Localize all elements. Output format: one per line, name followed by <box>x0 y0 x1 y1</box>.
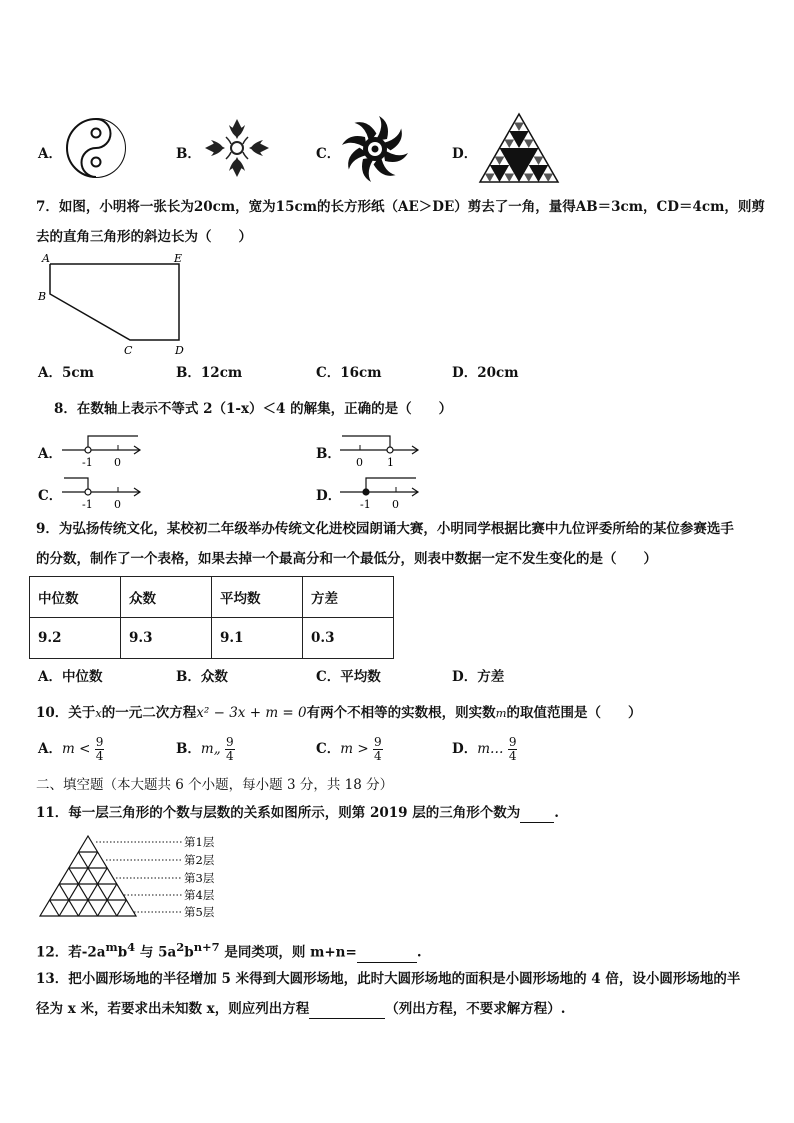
q12-text: b <box>184 944 194 961</box>
layer-label: 第2层 <box>184 853 215 867</box>
tick-label: -1 <box>360 498 371 511</box>
table-header-cell: 中位数 <box>30 577 121 618</box>
q7-stem-line2: 去的直角三角形的斜边长为（ ） <box>36 229 252 245</box>
layer-label: 第1层 <box>184 835 215 849</box>
q13-text: 径为 x 米，若要求出未知数 x，则应列出方程 <box>36 1001 310 1017</box>
sierpinski-triangle-icon <box>478 112 560 184</box>
tick-label: -1 <box>82 498 93 511</box>
q11-triangle-figure <box>36 832 236 924</box>
q11-stem-end: . <box>554 805 559 821</box>
q9-option-b[interactable]: B．众数 <box>176 669 228 685</box>
q10-option-d[interactable] <box>452 736 517 763</box>
q10-option-b[interactable] <box>176 736 235 763</box>
option-label: D． <box>452 741 478 757</box>
q7-label-a: A <box>42 252 50 265</box>
option-relation: m > <box>340 741 369 757</box>
q10-equation: x² − 3x + m = 0 <box>196 705 307 721</box>
q10-var-x: x <box>95 706 102 720</box>
q12-sup: m <box>105 940 118 954</box>
taiji-icon <box>64 116 128 180</box>
q6-option-b-label: B． <box>176 146 201 162</box>
q10-stem-mid: 的一元二次方程 <box>101 705 197 721</box>
q13-answer-blank[interactable] <box>309 1000 385 1019</box>
table-row <box>30 618 394 659</box>
number-line-a <box>58 430 144 470</box>
option-label: C． <box>316 741 341 757</box>
q9-stem-line2: 的分数，制作了一个表格，如果去掉一个最高分和一个最低分，则表中数据一定不发生变化的是（ ） <box>36 551 657 567</box>
q10-stem-end: 的取值范围是（ ） <box>506 705 642 721</box>
q6-option-d-label: D． <box>452 146 478 162</box>
q8-option-c-label: C． <box>38 488 63 504</box>
option-relation: m„ <box>200 741 221 757</box>
q12-text: 是同类项，则 m+n= <box>219 944 357 961</box>
fraction <box>508 736 518 763</box>
q12-text: b <box>117 944 128 961</box>
tick-label: 0 <box>392 498 399 511</box>
table-header-cell: 方差 <box>303 577 394 618</box>
q9-option-a[interactable]: A．中位数 <box>38 669 103 685</box>
numerator: 9 <box>373 735 382 749</box>
q8-option-b-label: B． <box>316 446 341 462</box>
q10-stem-post: 有两个不相等的实数根，则实数 <box>306 705 496 721</box>
q7-stem-line1: 7．如图，小明将一张长为20cm，宽为15cm的长方形纸（AE＞DE）剪去了一角，量得AB＝3cm，CD＝4cm，则剪 <box>36 199 765 215</box>
q8-stem: 8．在数轴上表示不等式 2（1-x）＜4 的解集，正确的是（ ） <box>54 401 453 417</box>
q10-var-m: m <box>495 706 507 720</box>
q10-stem-pre: 10．关于 <box>36 705 96 721</box>
q13-stem-line1: 13．把小圆形场地的半径增加 5 米得到大圆形场地，此时大圆形场地的面积是小圆形场地的 4 倍，设小圆形场地的半 <box>36 971 741 987</box>
table-header-cell: 众数 <box>121 577 212 618</box>
q12-sup: n+7 <box>193 940 220 954</box>
q6-option-c-label: C． <box>316 146 341 162</box>
q7-label-c: C <box>124 344 133 357</box>
q8-option-a-label: A． <box>38 446 62 462</box>
q7-label-d: D <box>175 344 184 357</box>
denominator: 4 <box>373 749 382 763</box>
q7-figure <box>34 250 194 360</box>
number-line-c <box>58 472 144 512</box>
pinwheel-flower-icon <box>340 114 410 184</box>
numerator: 9 <box>508 735 517 749</box>
denominator: 4 <box>95 749 104 763</box>
q12-stem <box>36 938 422 963</box>
q10-option-c[interactable] <box>316 736 383 763</box>
table-cell: 9.1 <box>212 618 303 659</box>
q9-option-c[interactable]: C．平均数 <box>316 669 381 685</box>
table-cell: 0.3 <box>303 618 394 659</box>
fraction <box>373 736 383 763</box>
option-label: A． <box>38 741 62 757</box>
table-cell: 9.3 <box>121 618 212 659</box>
numerator: 9 <box>95 735 104 749</box>
q12-sup: 4 <box>127 940 136 954</box>
q13-text: （列出方程，不要求解方程）. <box>385 1001 566 1017</box>
q7-option-a[interactable]: A．5cm <box>38 365 94 381</box>
q12-sup: 2 <box>176 940 185 954</box>
tick-label: 0 <box>114 456 121 469</box>
q10-option-a[interactable] <box>38 736 104 763</box>
q7-option-d[interactable]: D．20cm <box>452 365 519 381</box>
fraction <box>225 736 235 763</box>
fraction <box>95 736 105 763</box>
tick-label: 1 <box>387 456 394 469</box>
denominator: 4 <box>508 749 517 763</box>
table-row <box>30 577 394 618</box>
q11-stem <box>36 804 559 823</box>
tick-label: -1 <box>82 456 93 469</box>
q7-label-e: E <box>174 252 183 265</box>
q12-text: 12．若-2a <box>36 944 106 961</box>
numerator: 9 <box>226 735 234 749</box>
option-relation: m… <box>477 741 504 757</box>
layer-label: 第4层 <box>184 888 215 902</box>
option-relation: m < <box>61 741 91 757</box>
q12-text: 与 5a <box>135 944 177 961</box>
number-line-b <box>336 430 422 470</box>
layer-label: 第3层 <box>184 871 215 885</box>
q7-option-b[interactable]: B．12cm <box>176 365 243 381</box>
q11-stem-text: 11．每一层三角形的个数与层数的关系如图所示，则第 2019 层的三角形个数为 <box>36 805 521 821</box>
table-header-cell: 平均数 <box>212 577 303 618</box>
q7-label-b: B <box>38 290 47 303</box>
q8-option-d-label: D． <box>316 488 342 504</box>
q12-text: . <box>416 944 422 961</box>
q9-stats-table <box>29 576 394 659</box>
layer-label: 第5层 <box>184 905 215 919</box>
q10-stem <box>36 704 642 722</box>
q13-stem-line2 <box>36 1000 565 1019</box>
q7-option-c[interactable]: C．16cm <box>316 365 382 381</box>
q6-option-a-label: A． <box>38 146 62 162</box>
table-cell: 9.2 <box>30 618 121 659</box>
denominator: 4 <box>226 749 234 763</box>
q11-answer-blank[interactable] <box>520 804 554 823</box>
q9-option-d[interactable]: D．方差 <box>452 669 505 685</box>
tick-label: 0 <box>356 456 363 469</box>
q12-answer-blank[interactable] <box>357 944 417 963</box>
tick-label: 0 <box>114 498 121 511</box>
option-label: B． <box>176 741 201 757</box>
q9-stem-line1: 9．为弘扬传统文化，某校初二年级举办传统文化进校园朗诵大赛，小明同学根据比赛中九位评委所给的某位参赛选手 <box>36 521 734 537</box>
number-line-d <box>336 472 422 512</box>
flower-cross-icon <box>202 115 272 181</box>
section2-title: 二、填空题（本大题共 6 个小题，每小题 3 分，共 18 分） <box>36 777 394 793</box>
